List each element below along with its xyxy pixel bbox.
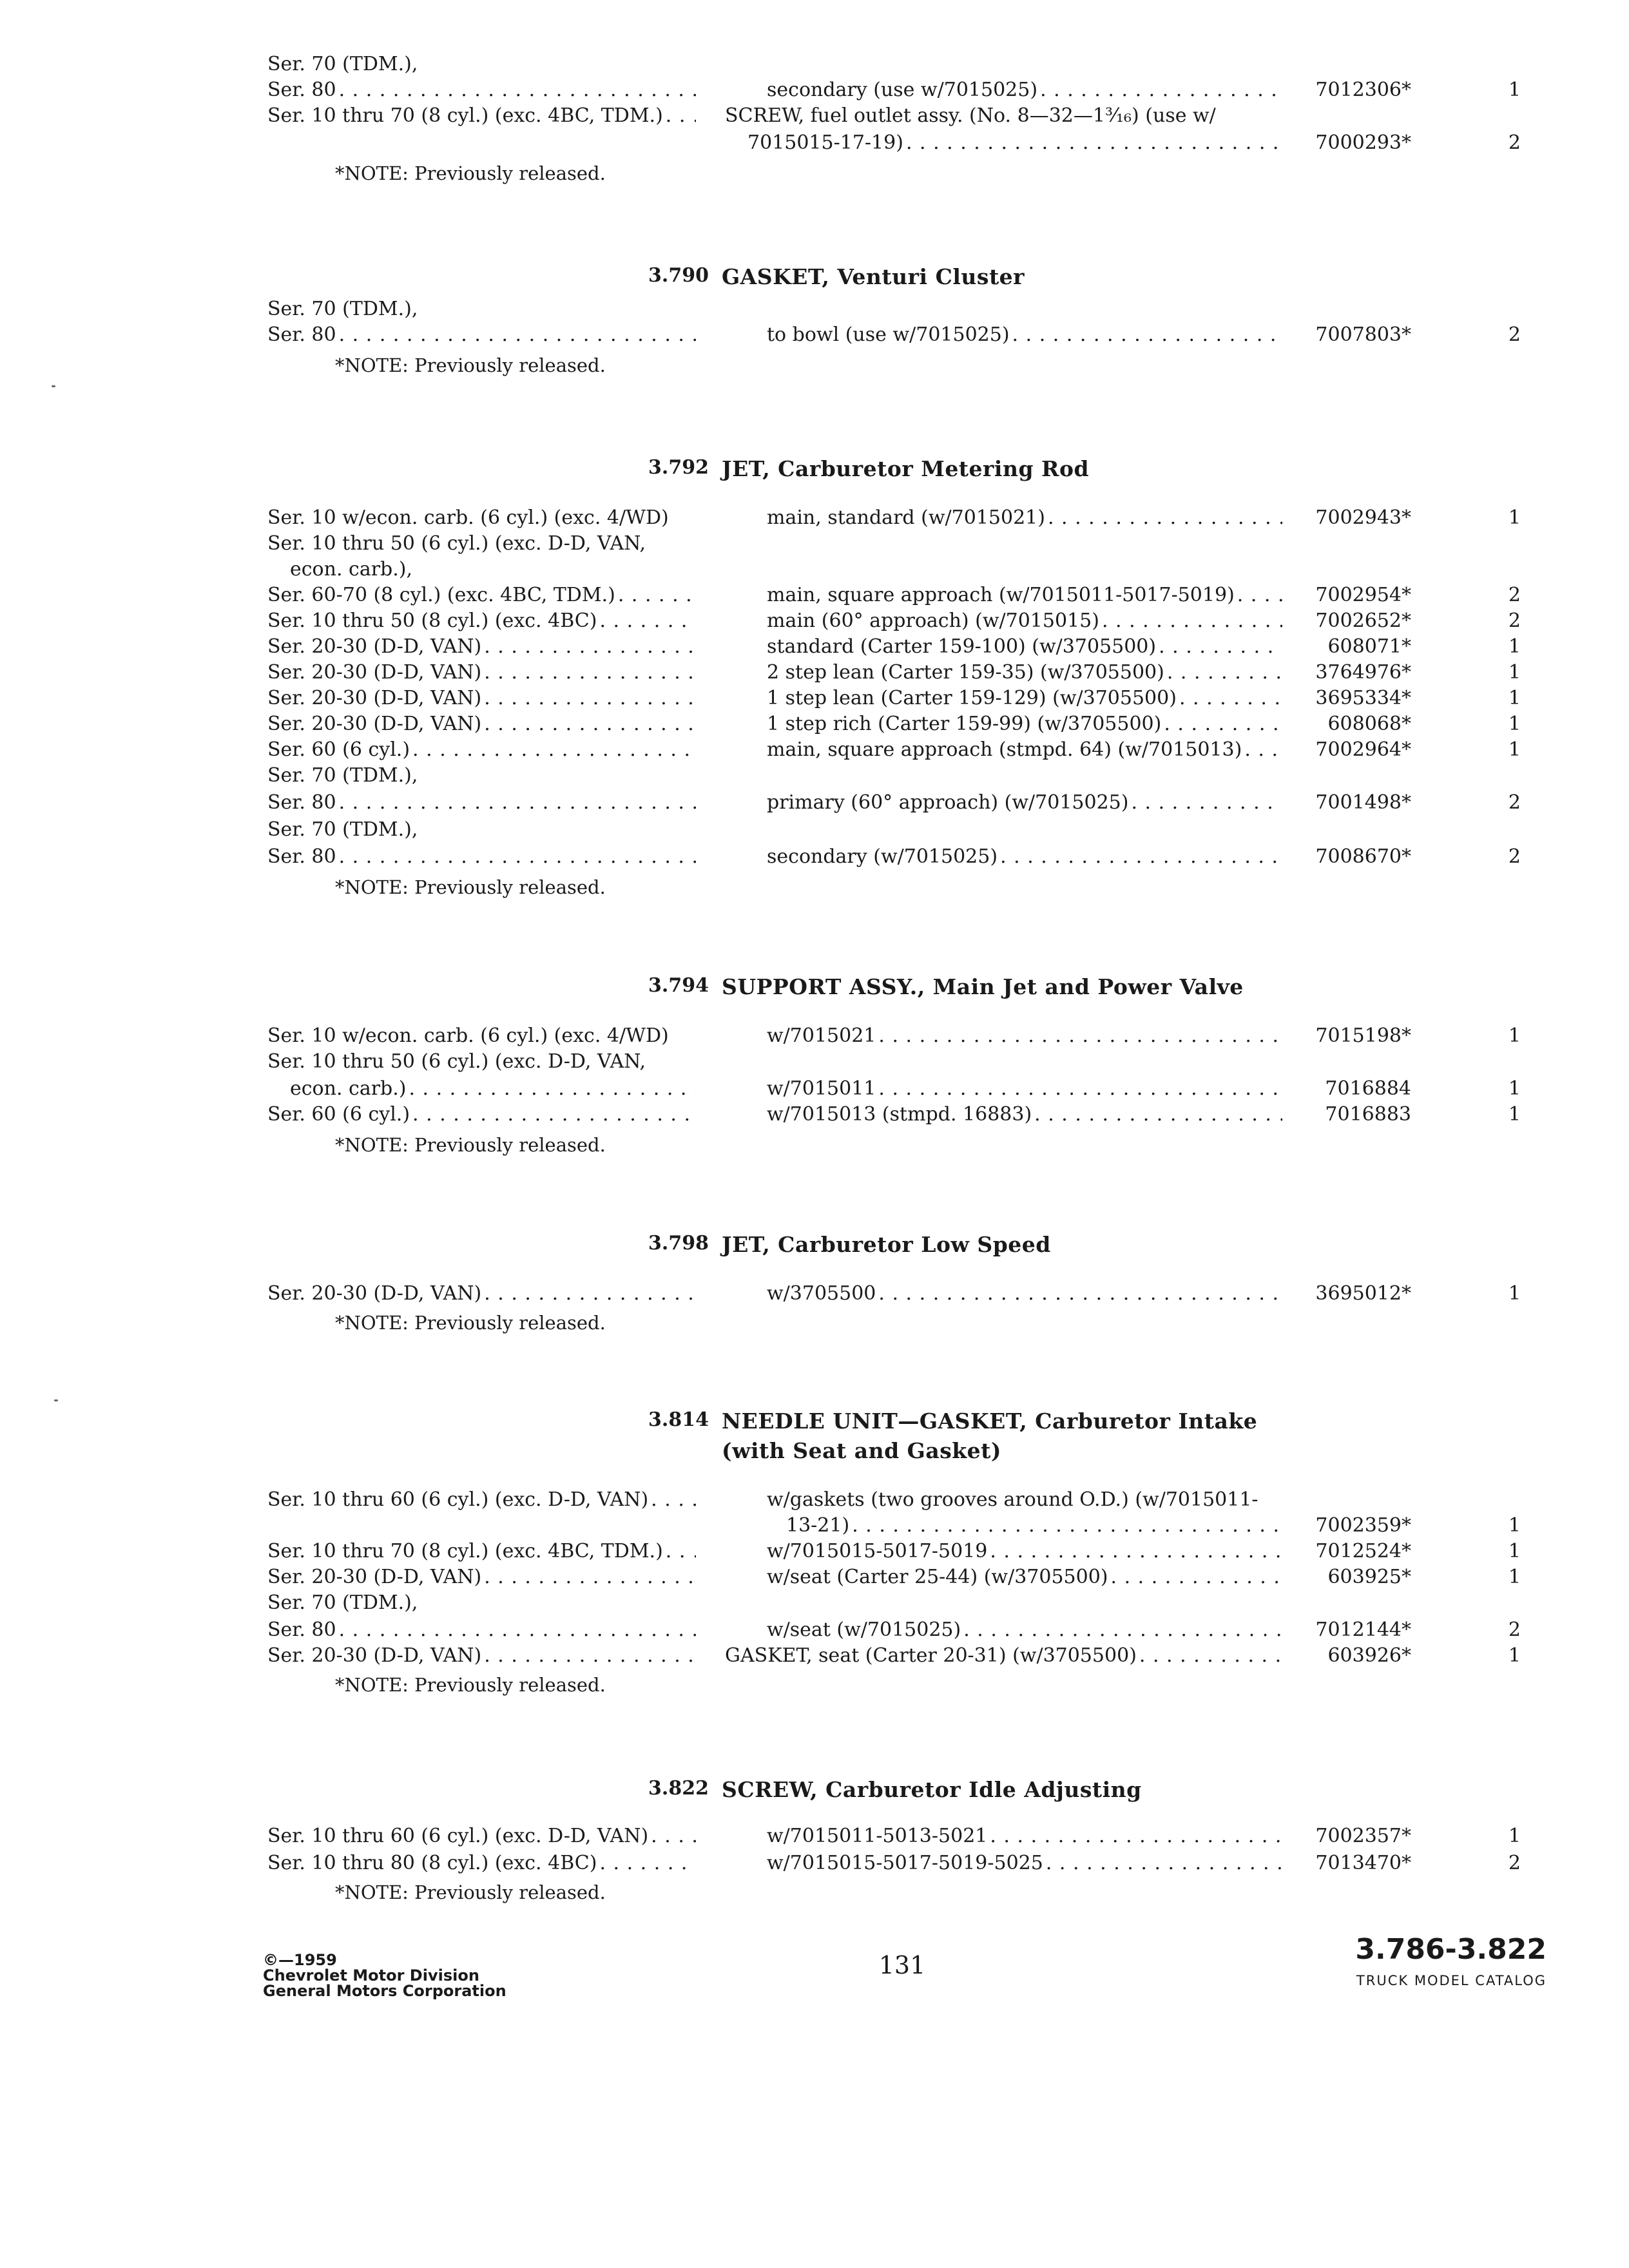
part-number-cell: 3764976* bbox=[1315, 661, 1411, 684]
note-text: *NOTE: Previously released. bbox=[335, 1134, 606, 1156]
quantity-cell: 2 bbox=[1508, 584, 1521, 606]
part-number-cell: 603925* bbox=[1327, 1566, 1411, 1588]
quantity-cell: 2 bbox=[1508, 323, 1521, 346]
part-number-cell: 7002943* bbox=[1315, 506, 1411, 529]
applicability-cell: Ser. 20-30 (D-D, VAN) . . . bbox=[267, 635, 696, 658]
section-number: 3.814 bbox=[648, 1408, 709, 1431]
part-number-cell: 7000293* bbox=[1315, 131, 1411, 154]
table-row bbox=[0, 661, 1629, 687]
description-cell: GASKET, seat (Carter 20-31) (w/3705500) . . . bbox=[725, 1644, 1282, 1667]
applicability-cell: Ser. 10 w/econ. carb. (6 cyl.) (exc. 4/WD) bbox=[267, 506, 669, 529]
applicability-cell: Ser. 70 (TDM.), bbox=[267, 818, 418, 841]
part-number-cell: 7002964* bbox=[1315, 738, 1411, 761]
part-number-cell: 3695334* bbox=[1315, 687, 1411, 709]
description-cell: w/3705500 . . . bbox=[767, 1282, 1282, 1305]
catalog-name: TRUCK MODEL CATALOG bbox=[1356, 1973, 1547, 1988]
section-title: NEEDLE UNIT—GASKET, Carburetor Intake bbox=[722, 1408, 1258, 1434]
table-row bbox=[0, 635, 1629, 661]
page-number: 131 bbox=[878, 1951, 926, 1979]
applicability-cell: Ser. 80 . . . bbox=[267, 79, 696, 101]
part-number-cell: 7012144* bbox=[1315, 1619, 1411, 1641]
table-row bbox=[0, 53, 1629, 79]
table-row bbox=[0, 1077, 1629, 1103]
table-row bbox=[0, 79, 1629, 104]
table-row bbox=[0, 1619, 1629, 1644]
applicability-cell: Ser. 10 thru 70 (8 cyl.) (exc. 4BC, TDM.) . . . bbox=[267, 104, 696, 127]
part-number-cell: 7002652* bbox=[1315, 610, 1411, 632]
description-cell: w/7015021 . . . bbox=[767, 1024, 1282, 1047]
division-text: Chevrolet Motor Division bbox=[263, 1966, 479, 1984]
quantity-cell: 1 bbox=[1508, 79, 1521, 101]
note-text: *NOTE: Previously released. bbox=[335, 1881, 606, 1903]
applicability-cell: Ser. 60 (6 cyl.) . . . bbox=[267, 738, 696, 761]
section-heading bbox=[0, 1408, 1629, 1463]
table-row bbox=[0, 1024, 1629, 1050]
quantity-cell: 1 bbox=[1508, 1024, 1521, 1047]
applicability-cell: Ser. 70 (TDM.), bbox=[267, 298, 418, 320]
section-subtitle: (with Seat and Gasket) bbox=[722, 1438, 1002, 1463]
quantity-cell: 1 bbox=[1508, 635, 1521, 658]
part-number-cell: 7002359* bbox=[1315, 1514, 1411, 1537]
applicability-cell: Ser. 10 thru 50 (6 cyl.) (exc. D-D, VAN, bbox=[267, 532, 646, 555]
quantity-cell: 1 bbox=[1508, 687, 1521, 709]
description-cell: SCREW, fuel outlet assy. (No. 8—32—1³⁄₁₆) (use w/ bbox=[725, 104, 1216, 127]
quantity-cell: 1 bbox=[1508, 1077, 1521, 1100]
table-row bbox=[0, 1852, 1629, 1878]
applicability-cell: Ser. 70 (TDM.), bbox=[267, 53, 418, 75]
note-text: *NOTE: Previously released. bbox=[335, 162, 606, 184]
section-range: 3.786-3.822 bbox=[1355, 1933, 1547, 1966]
note-text: *NOTE: Previously released. bbox=[335, 1312, 606, 1334]
table-row bbox=[0, 323, 1629, 349]
description-cell: to bowl (use w/7015025) . . . bbox=[767, 323, 1282, 346]
section-title: SCREW, Carburetor Idle Adjusting bbox=[722, 1777, 1142, 1802]
applicability-cell: Ser. 20-30 (D-D, VAN) . . . bbox=[267, 1644, 696, 1667]
copyright-text: ©—1959 bbox=[263, 1951, 337, 1969]
table-row bbox=[0, 1825, 1629, 1850]
description-cell: 1 step lean (Carter 159-129) (w/3705500) . . . bbox=[767, 687, 1282, 709]
quantity-cell: 1 bbox=[1508, 1103, 1521, 1126]
table-row bbox=[0, 738, 1629, 764]
section-heading bbox=[0, 264, 1629, 293]
description-cell: 13-21) . . . bbox=[786, 1514, 1282, 1537]
table-row bbox=[0, 506, 1629, 532]
description-cell: 2 step lean (Carter 159-35) (w/3705500) . . . bbox=[767, 661, 1282, 684]
applicability-cell: Ser. 20-30 (D-D, VAN) . . . bbox=[267, 713, 696, 735]
description-cell: 1 step rich (Carter 159-99) (w/3705500) . . . bbox=[767, 713, 1282, 735]
part-number-cell: 7012524* bbox=[1315, 1540, 1411, 1562]
scan-speck bbox=[52, 385, 55, 387]
table-row bbox=[0, 764, 1629, 790]
quantity-cell: 1 bbox=[1508, 1566, 1521, 1588]
quantity-cell: 2 bbox=[1508, 791, 1521, 814]
quantity-cell: 1 bbox=[1508, 1644, 1521, 1667]
description-cell: secondary (use w/7015025) . . . bbox=[767, 79, 1282, 101]
applicability-cell: Ser. 10 thru 80 (8 cyl.) (exc. 4BC) . . . bbox=[267, 1852, 696, 1874]
applicability-cell: Ser. 80 . . . bbox=[267, 323, 696, 346]
section-heading bbox=[0, 1777, 1629, 1805]
section-heading bbox=[0, 974, 1629, 1003]
quantity-cell: 1 bbox=[1508, 506, 1521, 529]
table-row bbox=[0, 845, 1629, 871]
part-number-cell: 603926* bbox=[1327, 1644, 1411, 1667]
table-row bbox=[0, 791, 1629, 817]
table-row bbox=[0, 1591, 1629, 1617]
description-cell: main (60° approach) (w/7015015) . . . bbox=[767, 610, 1282, 632]
table-row bbox=[0, 610, 1629, 635]
quantity-cell: 1 bbox=[1508, 1540, 1521, 1562]
applicability-cell: Ser. 10 thru 70 (8 cyl.) (exc. 4BC, TDM.) . . . bbox=[267, 1540, 696, 1562]
applicability-cell: econ. carb.), bbox=[290, 558, 413, 581]
description-cell: w/gaskets (two grooves around O.D.) (w/7015011- bbox=[767, 1488, 1258, 1511]
section-number: 3.792 bbox=[648, 456, 709, 479]
description-cell: w/7015015-5017-5019-5025 . . . bbox=[767, 1852, 1282, 1874]
part-number-cell: 7002954* bbox=[1315, 584, 1411, 606]
applicability-cell: Ser. 60-70 (8 cyl.) (exc. 4BC, TDM.) . . . bbox=[267, 584, 696, 606]
part-number-cell: 7008670* bbox=[1315, 845, 1411, 868]
quantity-cell: 2 bbox=[1508, 1619, 1521, 1641]
applicability-cell: Ser. 20-30 (D-D, VAN) . . . bbox=[267, 1566, 696, 1588]
applicability-cell: Ser. 10 thru 60 (6 cyl.) (exc. D-D, VAN) . . . bbox=[267, 1488, 696, 1511]
section-title: SUPPORT ASSY., Main Jet and Power Valve bbox=[722, 974, 1244, 999]
quantity-cell: 1 bbox=[1508, 1825, 1521, 1847]
applicability-cell: Ser. 10 thru 50 (8 cyl.) (exc. 4BC) . . . bbox=[267, 610, 696, 632]
description-cell: w/7015015-5017-5019 . . . bbox=[767, 1540, 1282, 1562]
corporation-text: General Motors Corporation bbox=[263, 1982, 506, 2000]
applicability-cell: Ser. 80 . . . bbox=[267, 845, 696, 868]
description-cell: primary (60° approach) (w/7015025) . . . bbox=[767, 791, 1282, 814]
part-number-cell: 3695012* bbox=[1315, 1282, 1411, 1305]
section-title: JET, Carburetor Low Speed bbox=[722, 1232, 1051, 1257]
table-row bbox=[0, 1514, 1629, 1540]
section-number: 3.794 bbox=[648, 974, 709, 997]
table-row bbox=[0, 558, 1629, 584]
quantity-cell: 2 bbox=[1508, 610, 1521, 632]
description-cell: main, standard (w/7015021) . . . bbox=[767, 506, 1282, 529]
applicability-cell: Ser. 20-30 (D-D, VAN) . . . bbox=[267, 1282, 696, 1305]
section-title: GASKET, Venturi Cluster bbox=[722, 264, 1025, 289]
description-cell: w/7015011-5013-5021 . . . bbox=[767, 1825, 1282, 1847]
table-row bbox=[0, 584, 1629, 610]
quantity-cell: 1 bbox=[1508, 661, 1521, 684]
part-number-cell: 7013470* bbox=[1315, 1852, 1411, 1874]
description-cell: 7015015-17-19) . . . bbox=[747, 131, 1282, 154]
quantity-cell: 2 bbox=[1508, 845, 1521, 868]
applicability-cell: Ser. 10 thru 50 (6 cyl.) (exc. D-D, VAN, bbox=[267, 1050, 646, 1073]
table-row bbox=[0, 1540, 1629, 1566]
part-number-cell: 7007803* bbox=[1315, 323, 1411, 346]
description-cell: w/seat (w/7015025) . . . bbox=[767, 1619, 1282, 1641]
table-row bbox=[0, 687, 1629, 713]
part-number-cell: 7002357* bbox=[1315, 1825, 1411, 1847]
applicability-cell: Ser. 70 (TDM.), bbox=[267, 764, 418, 787]
part-number-cell: 608071* bbox=[1327, 635, 1411, 658]
quantity-cell: 2 bbox=[1508, 1852, 1521, 1874]
table-row bbox=[0, 298, 1629, 323]
note-text: *NOTE: Previously released. bbox=[335, 1674, 606, 1696]
description-cell: main, square approach (w/7015011-5017-5019) . . . bbox=[767, 584, 1282, 606]
table-row bbox=[0, 1488, 1629, 1514]
part-number-cell: 7012306* bbox=[1315, 79, 1411, 101]
description-cell: standard (Carter 159-100) (w/3705500) . . . bbox=[767, 635, 1282, 658]
table-row bbox=[0, 1103, 1629, 1129]
table-row bbox=[0, 1282, 1629, 1308]
description-cell: secondary (w/7015025) . . . bbox=[767, 845, 1282, 868]
note-text: *NOTE: Previously released. bbox=[335, 354, 606, 376]
part-number-cell: 7015198* bbox=[1315, 1024, 1411, 1047]
section-heading bbox=[0, 1232, 1629, 1260]
table-row bbox=[0, 713, 1629, 738]
scan-speck bbox=[54, 1399, 58, 1401]
applicability-cell: Ser. 80 . . . bbox=[267, 1619, 696, 1641]
applicability-cell: Ser. 60 (6 cyl.) . . . bbox=[267, 1103, 696, 1126]
table-row bbox=[0, 1566, 1629, 1591]
table-row bbox=[0, 818, 1629, 844]
quantity-cell: 1 bbox=[1508, 738, 1521, 761]
publisher-block bbox=[263, 1952, 506, 1999]
part-number-cell: 7016883 bbox=[1325, 1103, 1411, 1126]
section-number: 3.822 bbox=[648, 1777, 709, 1800]
applicability-cell: Ser. 80 . . . bbox=[267, 791, 696, 814]
applicability-cell: Ser. 10 thru 60 (6 cyl.) (exc. D-D, VAN) . . . bbox=[267, 1825, 696, 1847]
applicability-cell: econ. carb.) . . . bbox=[290, 1077, 696, 1100]
table-row bbox=[0, 1644, 1629, 1670]
description-cell: w/seat (Carter 25-44) (w/3705500) . . . bbox=[767, 1566, 1282, 1588]
description-cell: w/7015011 . . . bbox=[767, 1077, 1282, 1100]
part-number-cell: 608068* bbox=[1327, 713, 1411, 735]
quantity-cell: 1 bbox=[1508, 1282, 1521, 1305]
quantity-cell: 1 bbox=[1508, 1514, 1521, 1537]
table-row bbox=[0, 532, 1629, 558]
quantity-cell: 1 bbox=[1508, 713, 1521, 735]
description-cell: w/7015013 (stmpd. 16883) . . . bbox=[767, 1103, 1282, 1126]
table-row bbox=[0, 104, 1629, 130]
table-row bbox=[0, 1050, 1629, 1076]
section-number: 3.798 bbox=[648, 1232, 709, 1254]
applicability-cell: Ser. 70 (TDM.), bbox=[267, 1591, 418, 1614]
applicability-cell: Ser. 20-30 (D-D, VAN) . . . bbox=[267, 661, 696, 684]
section-number: 3.790 bbox=[648, 264, 709, 287]
part-number-cell: 7016884 bbox=[1325, 1077, 1411, 1100]
quantity-cell: 2 bbox=[1508, 131, 1521, 154]
applicability-cell: Ser. 20-30 (D-D, VAN) . . . bbox=[267, 687, 696, 709]
section-heading bbox=[0, 456, 1629, 485]
table-row bbox=[0, 131, 1629, 157]
section-title: JET, Carburetor Metering Rod bbox=[722, 456, 1090, 481]
part-number-cell: 7001498* bbox=[1315, 791, 1411, 814]
note-text: *NOTE: Previously released. bbox=[335, 876, 606, 898]
applicability-cell: Ser. 10 w/econ. carb. (6 cyl.) (exc. 4/WD) bbox=[267, 1024, 669, 1047]
description-cell: main, square approach (stmpd. 64) (w/7015013) . . . bbox=[767, 738, 1282, 761]
